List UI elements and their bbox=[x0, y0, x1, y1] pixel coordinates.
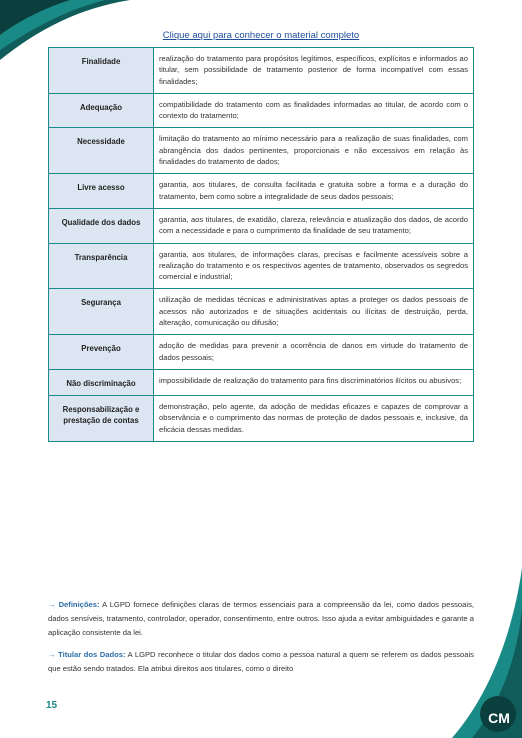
definicoes-text: A LGPD fornece definições claras de termos essenciais para a compreensão da lei, como dados pessoais, dados sensíveis, tratamento, controlador, operador, consentimento, entre outros. Isso ajuda a evitar ambiguidades e garante a aplicação consistente da lei. bbox=[48, 600, 474, 637]
principle-term: Não discriminação bbox=[49, 369, 154, 395]
principle-term: Transparência bbox=[49, 243, 154, 289]
titular-paragraph bbox=[48, 648, 474, 676]
lgpd-principles-table bbox=[48, 47, 474, 442]
principle-row bbox=[49, 93, 474, 128]
definicoes-term: Definições: bbox=[58, 600, 100, 609]
principle-description: garantia, aos titulares, de exatidão, clareza, relevância e atualização dos dados, de acordo com a necessidade e para o cumprimento da finalidade de seu tratamento; bbox=[154, 208, 474, 243]
principle-row bbox=[49, 128, 474, 174]
principle-row bbox=[49, 174, 474, 209]
principle-term: Finalidade bbox=[49, 48, 154, 94]
page-number: 15 bbox=[46, 700, 58, 711]
principle-term: Responsabilização e prestação de contas bbox=[49, 395, 154, 441]
definicoes-paragraph bbox=[48, 598, 474, 639]
principle-row bbox=[49, 48, 474, 94]
principle-description: garantia, aos titulares, de consulta facilitada e gratuita sobre a forma e a duração do tratamento, bem como sobre a integralidade de seus dados pessoais; bbox=[154, 174, 474, 209]
principle-description: impossibilidade de realização do tratamento para fins discriminatórios ilícitos ou abusivos; bbox=[154, 369, 474, 395]
principle-description: realização do tratamento para propósitos legítimos, específicos, explícitos e informados ao titular, sem possibilidade de tratamento posterior de forma incompatível com essas finalidades; bbox=[154, 48, 474, 94]
principle-term: Qualidade dos dados bbox=[49, 208, 154, 243]
principle-description: garantia, aos titulares, de informações claras, precisas e facilmente acessíveis sobre a realização do tratamento e os respectivos agentes de tratamento, observados os segredos comercial e industrial; bbox=[154, 243, 474, 289]
principle-term: Segurança bbox=[49, 289, 154, 335]
principle-description: utilização de medidas técnicas e administrativas aptas a proteger os dados pessoais de acessos não autorizados e de situações acidentais ou ilícitas de destruição, perda, alteração, comunicação ou difusão; bbox=[154, 289, 474, 335]
principle-row bbox=[49, 289, 474, 335]
principle-description: demonstração, pelo agente, da adoção de medidas eficazes e capazes de comprovar a observância e o cumprimento das normas de proteção de dados pessoais e, inclusive, da eficácia dessas medidas. bbox=[154, 395, 474, 441]
material-completo-link[interactable]: Clique aqui para conhecer o material completo bbox=[162, 30, 360, 41]
principle-row bbox=[49, 208, 474, 243]
principle-row bbox=[49, 243, 474, 289]
principle-description: limitação do tratamento ao mínimo necessário para a realização de suas finalidades, com abrangência dos dados pertinentes, proporcionais e não excessivos em relação às finalidades do tratamento de dados; bbox=[154, 128, 474, 174]
titular-text: A LGPD reconhece o titular dos dados como a pessoa natural a quem se referem os dados pessoais que estão sendo tratados. Ela atribui direitos aos titulares, como o direito bbox=[48, 650, 474, 673]
titular-term: Titular dos Dados: bbox=[58, 650, 126, 659]
principle-description: adoção de medidas para prevenir a ocorrência de danos em virtude do tratamento de dados pessoais; bbox=[154, 335, 474, 370]
principle-term: Prevenção bbox=[49, 335, 154, 370]
principle-term: Necessidade bbox=[49, 128, 154, 174]
principle-description: compatibilidade do tratamento com as finalidades informadas ao titular, de acordo com o contexto do tratamento; bbox=[154, 93, 474, 128]
principle-row bbox=[49, 335, 474, 370]
principle-term: Adequação bbox=[49, 93, 154, 128]
principle-term: Livre acesso bbox=[49, 174, 154, 209]
principle-row bbox=[49, 369, 474, 395]
cm-logo: CM bbox=[488, 710, 510, 726]
principle-row bbox=[49, 395, 474, 441]
arrow-icon: → bbox=[48, 600, 56, 609]
arrow-icon: → bbox=[48, 650, 56, 659]
